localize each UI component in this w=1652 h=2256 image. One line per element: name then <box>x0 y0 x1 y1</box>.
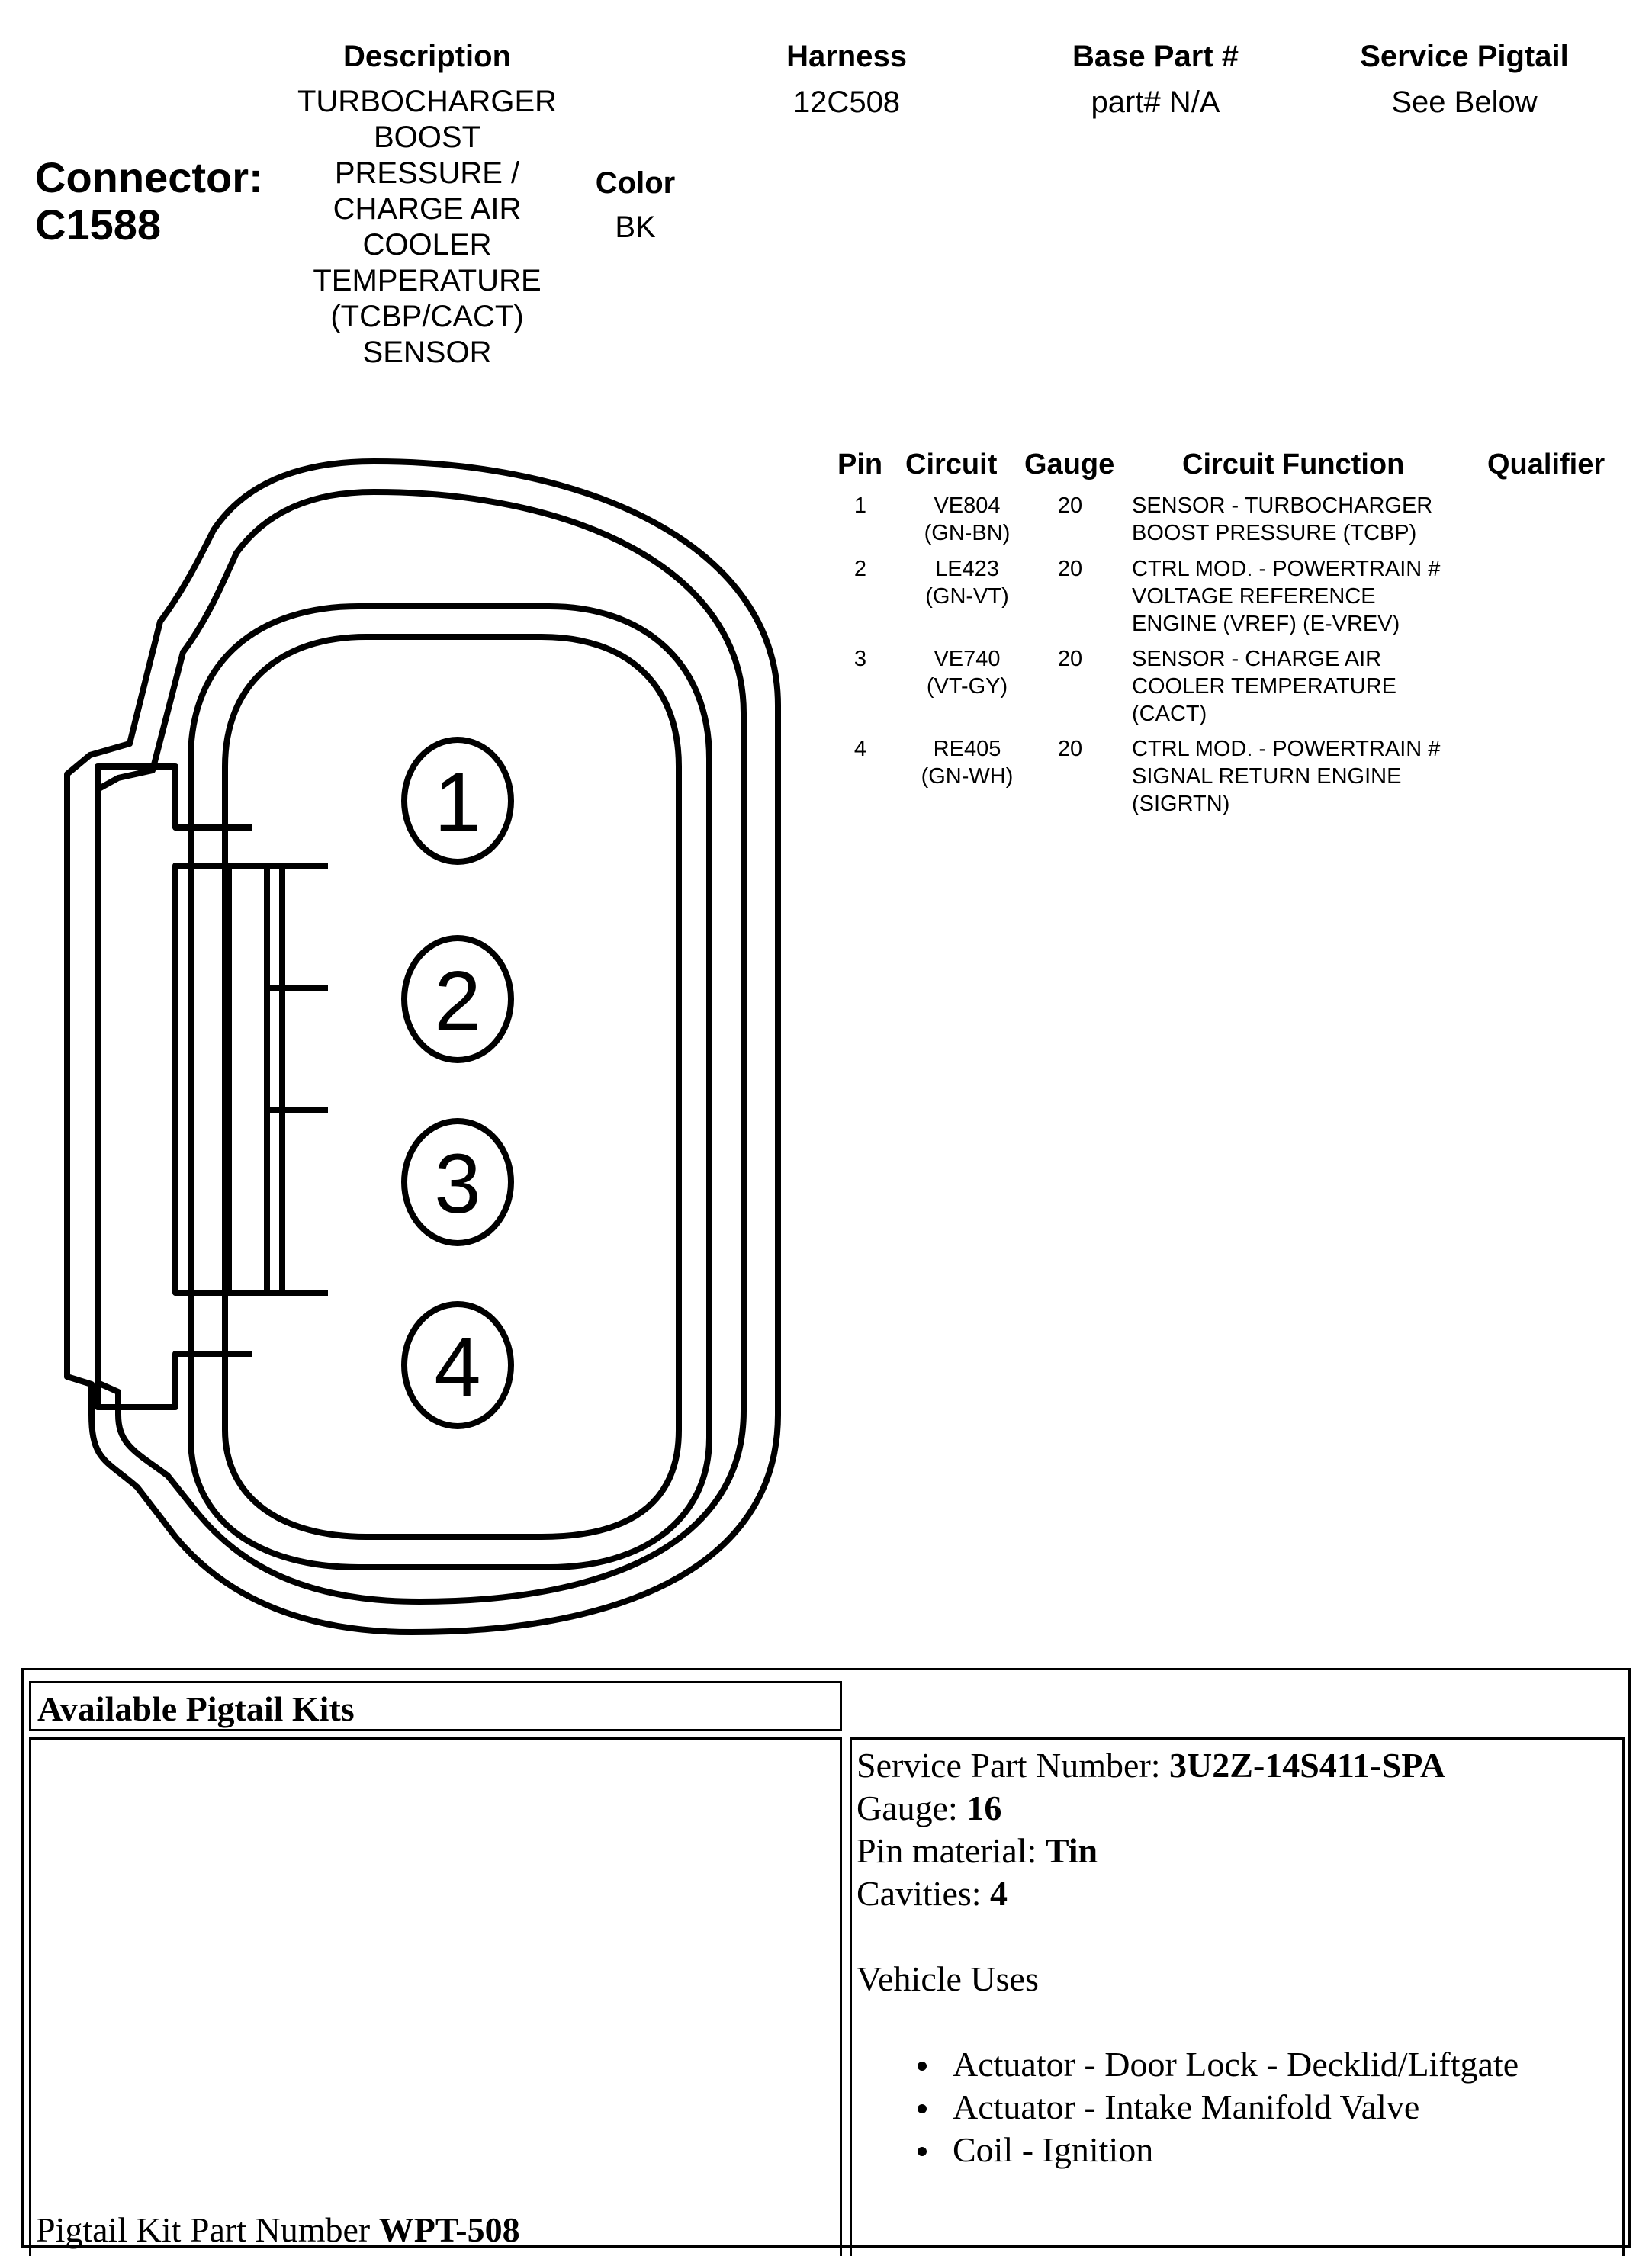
cavities-value: 4 <box>990 1874 1008 1913</box>
function-column-header: Circuit Function <box>1182 448 1405 480</box>
function-line: SENSOR - CHARGE AIR <box>1132 647 1382 671</box>
circuit-id <box>898 735 1036 790</box>
cavities-label: Cavities: <box>857 1874 991 1913</box>
pin-number: 4 <box>853 737 867 761</box>
pin-3-label: 3 <box>434 1137 481 1231</box>
circuit-function <box>1132 735 1528 818</box>
pin-number: 2 <box>853 557 867 581</box>
service-pigtail-header: Service Pigtail <box>1360 40 1569 73</box>
pin-number: 1 <box>853 493 867 518</box>
description-line: TURBOCHARGER <box>297 85 558 118</box>
circuit-color: (VT-GY) <box>926 674 1008 699</box>
circuit-color: (GN-BN) <box>924 521 1011 545</box>
gauge-column-header: Gauge <box>1024 448 1115 480</box>
service-pigtail-value: See Below <box>1391 85 1538 119</box>
pin-4-label: 4 <box>434 1320 481 1414</box>
function-line: SENSOR - TURBOCHARGER <box>1132 493 1433 518</box>
connector-diagram <box>53 454 801 1651</box>
circuit-color: (GN-WH) <box>921 764 1014 789</box>
connector-description <box>282 84 572 371</box>
harness-value: 12C508 <box>792 85 901 119</box>
circuit-name: VE804 <box>934 493 1001 518</box>
kit-gauge <box>857 1787 1612 1830</box>
description-line: SENSOR <box>362 336 492 369</box>
base-part-header: Base Part # <box>1072 40 1239 73</box>
pigtail-kits-title: Available Pigtail Kits <box>29 1681 842 1731</box>
connector-id: C1588 <box>35 201 162 249</box>
circuit-name: LE423 <box>935 557 999 581</box>
table-row <box>837 555 1638 647</box>
circuit-id <box>898 645 1036 700</box>
function-line: CTRL MOD. - POWERTRAIN # <box>1132 557 1441 581</box>
pin-column-header: Pin <box>837 448 883 480</box>
function-line: ENGINE (VREF) (E-VREV) <box>1132 612 1400 636</box>
circuit-id <box>898 492 1036 547</box>
circuit-function <box>1132 555 1528 638</box>
function-line: (SIGRTN) <box>1132 792 1230 816</box>
description-line: CHARGE AIR <box>333 192 522 226</box>
function-line: (CACT) <box>1132 702 1207 726</box>
kit-part-label: Pigtail Kit Part Number <box>36 2210 379 2249</box>
gauge-value: 20 <box>1057 647 1083 671</box>
description-header: Description <box>342 40 512 73</box>
pin-2-label: 2 <box>434 954 481 1048</box>
list-item: Actuator - Door Lock - Decklid/Liftgate <box>910 2043 1612 2086</box>
pin-material <box>857 1830 1612 1872</box>
pin-1-label: 1 <box>434 756 481 850</box>
description-line: COOLER <box>362 228 492 262</box>
color-value: BK <box>615 210 656 244</box>
qualifier-column-header: Qualifier <box>1487 448 1605 480</box>
description-line: TEMPERATURE <box>313 264 542 297</box>
gauge-value: 20 <box>1057 493 1083 518</box>
circuit-color: (GN-VT) <box>925 584 1009 609</box>
cavities <box>857 1872 1612 1915</box>
description-line: PRESSURE / <box>334 156 520 190</box>
pigtail-kit-details-cell <box>850 1737 1625 2256</box>
connector-label <box>35 154 263 249</box>
circuit-id <box>898 555 1036 610</box>
list-item: Coil - Ignition <box>910 2129 1612 2171</box>
circuit-column-header: Circuit <box>905 448 998 480</box>
pigtail-kit-part-number <box>36 2209 520 2251</box>
kit-gauge-label: Gauge: <box>857 1788 967 1827</box>
kit-details <box>857 1744 1612 2171</box>
list-item: Actuator - Intake Manifold Valve <box>910 2086 1612 2129</box>
service-part-number <box>857 1744 1612 1787</box>
pin-material-label: Pin material: <box>857 1831 1046 1870</box>
circuit-function <box>1132 492 1528 547</box>
description-line: BOOST <box>373 121 481 154</box>
gauge-value: 20 <box>1057 557 1083 581</box>
circuit-name: RE405 <box>933 737 1001 761</box>
vehicle-uses-heading: Vehicle Uses <box>857 1959 1039 1998</box>
function-line: BOOST PRESSURE (TCBP) <box>1132 521 1417 545</box>
gauge-value: 20 <box>1057 737 1083 761</box>
base-part-value: part# N/A <box>1091 85 1220 119</box>
pin-number: 3 <box>853 647 867 671</box>
connector-label-text: Connector: <box>35 153 263 201</box>
circuit-name: VE740 <box>934 647 1001 671</box>
pin-material-value: Tin <box>1045 1831 1098 1870</box>
color-header: Color <box>595 166 676 200</box>
service-part-label: Service Part Number: <box>857 1746 1170 1785</box>
service-part-value: 3U2Z-14S411-SPA <box>1169 1746 1446 1785</box>
kit-gauge-value: 16 <box>966 1788 1002 1827</box>
kit-part-value: WPT-508 <box>378 2210 520 2249</box>
table-row <box>837 735 1638 827</box>
function-line: COOLER TEMPERATURE <box>1132 674 1396 699</box>
function-line: VOLTAGE REFERENCE <box>1132 584 1376 609</box>
table-row <box>837 645 1638 737</box>
vehicle-uses-list <box>910 2043 1612 2171</box>
description-line: (TCBP/CACT) <box>330 300 524 333</box>
harness-header: Harness <box>786 40 907 73</box>
pigtail-kit-image-cell <box>29 1737 842 2256</box>
function-line: CTRL MOD. - POWERTRAIN # <box>1132 737 1441 761</box>
circuit-function <box>1132 645 1528 728</box>
function-line: SIGNAL RETURN ENGINE <box>1132 764 1402 789</box>
